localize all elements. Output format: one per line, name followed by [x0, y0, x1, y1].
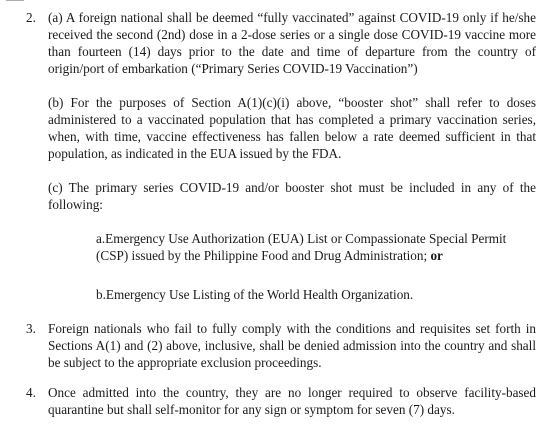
item-number: 4. [26, 385, 36, 400]
subitem-a [96, 230, 536, 264]
subitem-suffix: or [430, 248, 443, 263]
item-number: 2. [26, 10, 36, 25]
subitem-letter: a. [96, 231, 106, 246]
paragraph-2b: (b) For the purposes of Section A(1)(c)(i) above, “booster shot” shall refer to doses administered to a vaccinated population that has completed a primary vaccination series, when, with time, vaccine effectiveness has fallen below a rate deemed sufficient in that population, as indicated in the EUA issued by the FDA. [48, 95, 536, 161]
paragraph-4: Once admitted into the country, they are no longer required to observe facility-based quarantine but shall self-monitor for any sign or symptom for seven (7) days. [48, 385, 536, 417]
item-number: 3. [26, 321, 36, 336]
paragraph-2a: (a) A foreign national shall be deemed “fully vaccinated” against COVID-19 only if he/she received the second (2nd) dose in a 2-dose series or a single dose COVID-19 vaccine more than fourteen (14) days prior to the date and time of departure from the country of origin/port of embarkation (“Primary Series COVID-19 Vaccination”) [48, 10, 536, 76]
paragraph-2c: (c) The primary series COVID-19 and/or booster shot must be included in any of the following: [48, 180, 536, 212]
subitem-text: Emergency Use Authorization (EUA) List or Compassionate Special Permit (CSP) issued by the Philippine Food and Drug Administration; [96, 231, 507, 263]
paragraph-3: Foreign nationals who fail to fully comply with the conditions and requisites set forth in Sections A(1) and (2) above, inclusive, shall be denied admission into the country and shall be subject to the appropriate exclusion proceedings. [48, 321, 536, 370]
subitem-b [96, 286, 536, 303]
subitem-text: Emergency Use Listing of the World Health Organization. [105, 287, 414, 302]
page-edge-mark [6, 0, 24, 3]
subitem-letter: b. [96, 287, 106, 302]
